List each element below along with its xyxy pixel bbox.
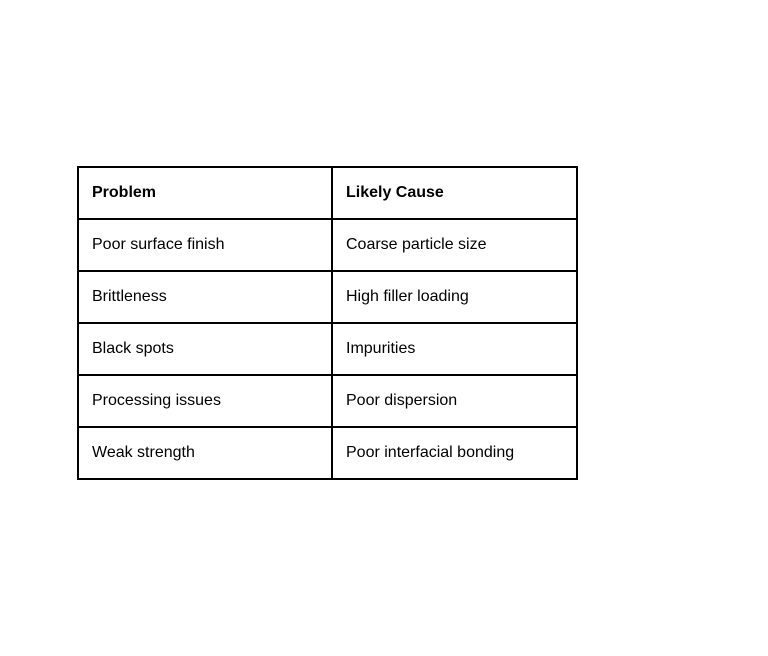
- table-row: [78, 375, 577, 427]
- cause-cell: Poor interfacial bonding: [332, 427, 577, 479]
- problem-cell: Poor surface finish: [78, 219, 332, 271]
- table-row: [78, 323, 577, 375]
- table-row: [78, 219, 577, 271]
- troubleshooting-table: [77, 166, 578, 480]
- problem-cell: Black spots: [78, 323, 332, 375]
- header-likely-cause: Likely Cause: [332, 167, 577, 219]
- cause-cell: Poor dispersion: [332, 375, 577, 427]
- problem-cell: Brittleness: [78, 271, 332, 323]
- header-problem: Problem: [78, 167, 332, 219]
- problem-cell: Weak strength: [78, 427, 332, 479]
- troubleshooting-table-container: [77, 166, 578, 480]
- cause-cell: Impurities: [332, 323, 577, 375]
- table-row: [78, 427, 577, 479]
- table-row: [78, 271, 577, 323]
- problem-cell: Processing issues: [78, 375, 332, 427]
- cause-cell: High filler loading: [332, 271, 577, 323]
- cause-cell: Coarse particle size: [332, 219, 577, 271]
- table-header-row: [78, 167, 577, 219]
